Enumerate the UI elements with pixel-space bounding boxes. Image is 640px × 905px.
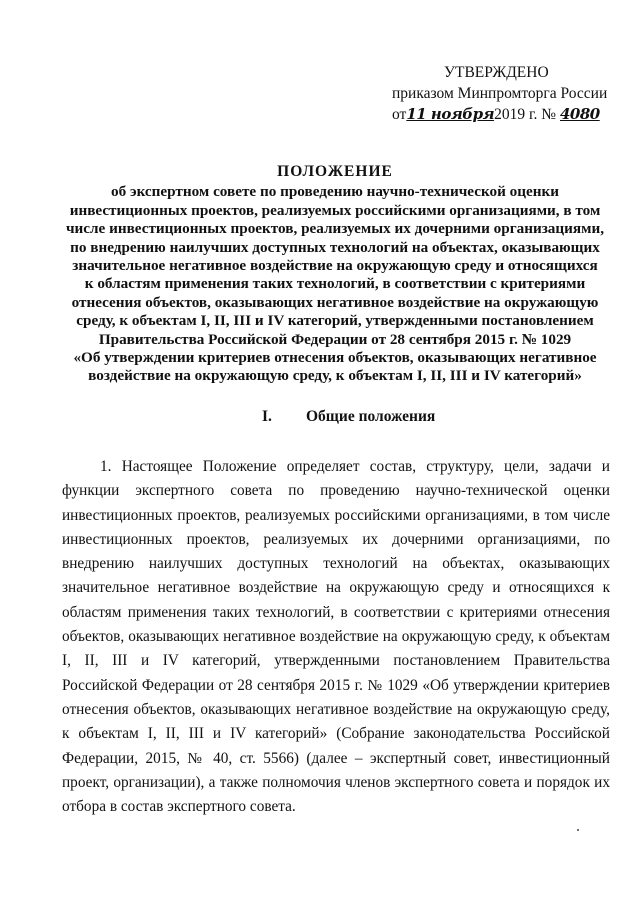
approval-from-label: от <box>392 106 407 123</box>
heading-line: отнесения объектов, оказывающих негативное воздействие на окружающую <box>71 293 599 311</box>
document-title: ПОЛОЖЕНИЕ <box>277 163 393 180</box>
heading-line: Правительства Российской Федерации от 28 сентября 2015 г. № 1029 <box>98 330 572 348</box>
heading-line: числе инвестиционных проектов, реализуемых их дочерними организациями, <box>65 220 605 238</box>
approval-title: УТВЕРЖДЕНО <box>444 64 549 81</box>
heading-line: по внедрению наилучших доступных технологий на объектах, оказывающих <box>70 238 600 256</box>
document-heading <box>60 163 610 386</box>
section-heading <box>262 408 435 426</box>
heading-line: среду, к объектам I, II, III и IV категорий, утвержденными постановлением <box>76 312 594 330</box>
heading-line: значительное негативное воздействие на окружающую среду и относящихся <box>72 257 598 275</box>
paragraph-1: 1. Настоящее Положение определяет состав, структуру, цели, задачи и функции экспертного совета по проведению научно-технической оценки инвестиционных проектов, реализуемых российскими организациями, в том числе инвестиционных проектов, реализуемых их дочерними организациями, по внедрению наилучших доступных технологий на объектах, оказывающих значительное негативное воздействие на окружающую среду и относящихся к областям применения таких технологий, в соответствии с критериями отнесения объектов, оказывающих негативное воздействие на окружающую среду, к объектам I, II, III и IV категорий, утвержденными постановлением Правительства Российской Федерации от 28 сентября 2015 г. № 1029 «Об утверждении критериев отнесения объектов, оказывающих негативное воздействие на окружающую среду, к объектам I, II, III и IV категорий» (Собрание законодательства Российской Федерации, 2015, № 40, ст. 5566) (далее – экспертный совет, инвестиционный проект, организации), а также полномочия членов экспертного совета и порядок их отбора в состав экспертного совета. <box>62 458 610 816</box>
heading-line: к областям применения таких технологий, в соответствии с критериями <box>84 275 586 293</box>
handwritten-date: 11 ноября <box>406 105 495 123</box>
heading-line: об экспертном совете по проведению научно-технической оценки <box>111 183 559 201</box>
approval-block <box>392 62 612 125</box>
approval-date-line <box>392 104 612 125</box>
approval-year: 2019 г. № <box>494 106 557 123</box>
section-number: I. <box>262 408 272 425</box>
section-title: Общие положения <box>306 408 436 425</box>
scan-speck <box>577 829 579 831</box>
heading-line: воздействие на окружающую среду, к объектам I, II, III и IV категорий» <box>88 367 582 385</box>
heading-line: инвестиционных проектов, реализуемых российскими организациями, в том <box>69 201 601 219</box>
heading-line: «Об утверждении критериев отнесения объектов, оказывающих негативное <box>73 349 597 367</box>
handwritten-number: 4080 <box>559 105 600 123</box>
approval-order-line: приказом Минпромторга России <box>392 85 608 102</box>
body-text <box>62 455 610 819</box>
